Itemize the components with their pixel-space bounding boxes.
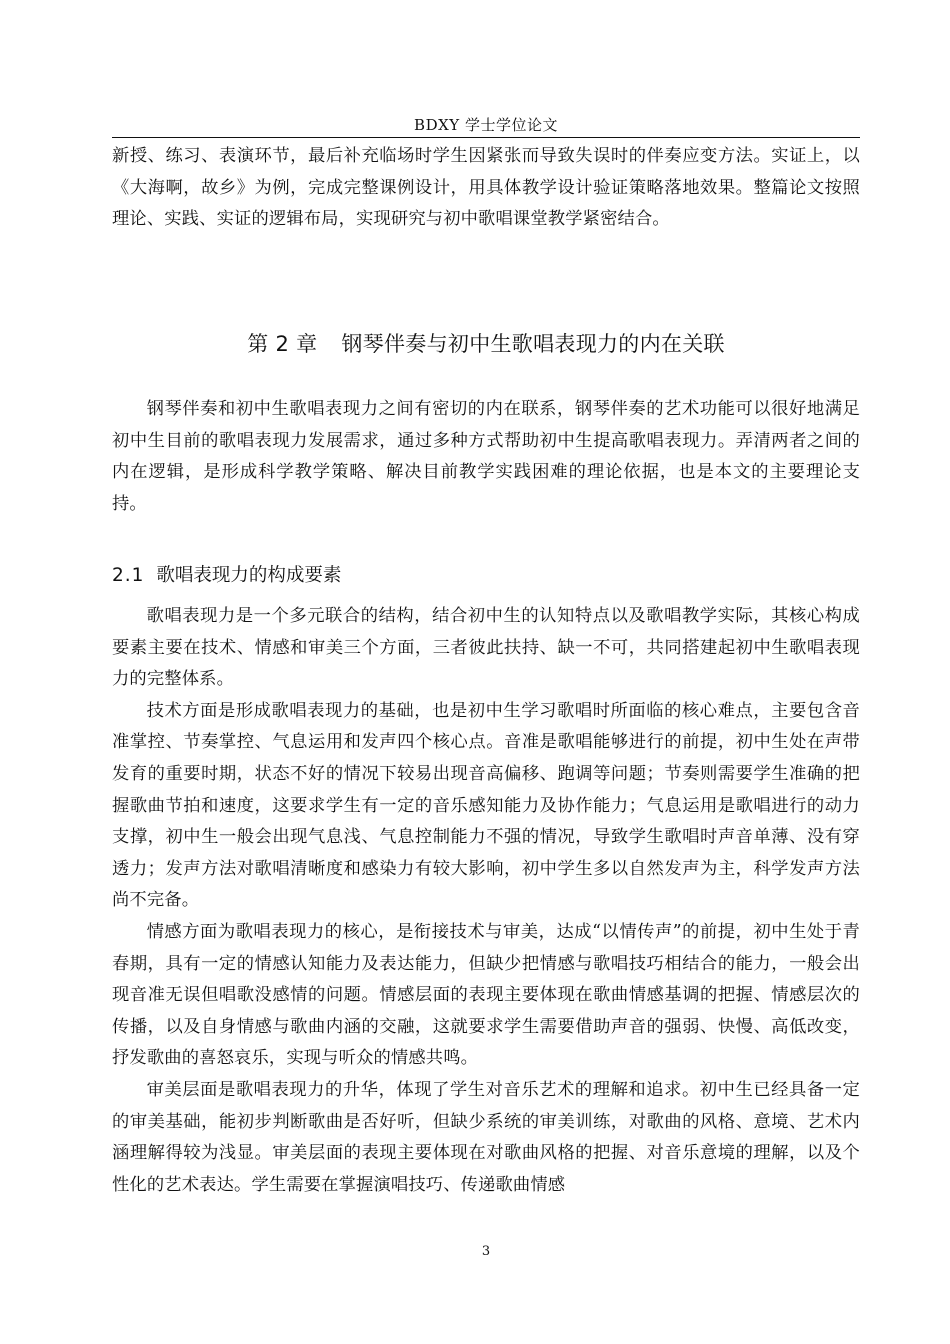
section-body: [112, 601, 860, 1201]
section-title: 歌唱表现力的构成要素: [156, 565, 342, 586]
running-header: BDXY 学士学位论文: [414, 116, 558, 134]
body-paragraph-2: 技术方面是形成歌唱表现力的基础，也是初中生学习歌唱时所面临的核心难点，主要包含音准掌控、节奏掌控、气息运用和发声四个核心点。音准是歌唱能够进行的前提，初中生处在声带发育的重要时期，状态不好的情况下较易出现音高偏移、跑调等问题；节奏则需要学生准确的把握歌曲节拍和速度，这要求学生有一定的音乐感知能力及协作能力；气息运用是歌唱进行的动力支撑，初中生一般会出现气息浅、气息控制能力不强的情况，导致学生歌唱时声音单薄、没有穿透力；发声方法对歌唱清晰度和感染力有较大影响，初中学生多以自然发声为主，科学发声方法尚不完备。: [112, 700, 860, 911]
chapter-title: 钢琴伴奏与初中生歌唱表现力的内在关联: [341, 332, 725, 356]
chapter-intro-block: [112, 394, 860, 520]
section-heading: [112, 562, 860, 590]
page-number: 3: [481, 1244, 491, 1259]
chapter-number: 第 2 章: [247, 332, 318, 356]
body-paragraph-1: 歌唱表现力是一个多元联合的结构，结合初中生的认知特点以及歌唱教学实际，其核心构成要素主要在技术、情感和审美三个方面，三者彼此扶持、缺一不可，共同搭建起初中生歌唱表现力的完整体系。: [112, 606, 860, 690]
body-paragraph-3: 情感方面为歌唱表现力的核心，是衔接技术与审美，达成“以情传声”的前提，初中生处于青春期，具有一定的情感认知能力及表达能力，但缺少把情感与歌唱技巧相结合的能力，一般会出现音准无误但唱歌没感情的问题。情感层面的表现主要体现在歌曲情感基调的把握、情感层次的传播，以及自身情感与歌曲内涵的交融，这就要求学生需要借助声音的强弱、快慢、高低改变，抒发歌曲的喜怒哀乐，实现与听众的情感共鸣。: [112, 921, 860, 1069]
intro-paragraph: 新授、练习、表演环节，最后补充临场时学生因紧张而导致失误时的伴奏应变方法。实证上，以《大海啊，故乡》为例，完成完整课例设计，用具体教学设计验证策略落地效果。整篇论文按照理论、实践、实证的逻辑布局，实现研究与初中歌唱课堂教学紧密结合。: [112, 146, 860, 230]
header-rule: [112, 137, 860, 138]
chapter-heading: [112, 329, 860, 359]
intro-text-block: [112, 141, 860, 236]
chapter-intro-paragraph: 钢琴伴奏和初中生歌唱表现力之间有密切的内在联系，钢琴伴奏的艺术功能可以很好地满足初中生目前的歌唱表现力发展需求，通过多种方式帮助初中生提高歌唱表现力。弄清两者之间的内在逻辑，是形成科学教学策略、解决目前教学实践困难的理论依据，也是本文的主要理论支持。: [112, 399, 860, 514]
body-paragraph-4: 审美层面是歌唱表现力的升华，体现了学生对音乐艺术的理解和追求。初中生已经具备一定的审美基础，能初步判断歌曲是否好听，但缺少系统的审美训练，对歌曲的风格、意境、艺术内涵理解得较为浅显。审美层面的表现主要体现在对歌曲风格的把握、对音乐意境的理解，以及个性化的艺术表达。学生需要在掌握演唱技巧、传递歌曲情感: [112, 1079, 860, 1195]
section-number: 2.1: [112, 565, 145, 586]
